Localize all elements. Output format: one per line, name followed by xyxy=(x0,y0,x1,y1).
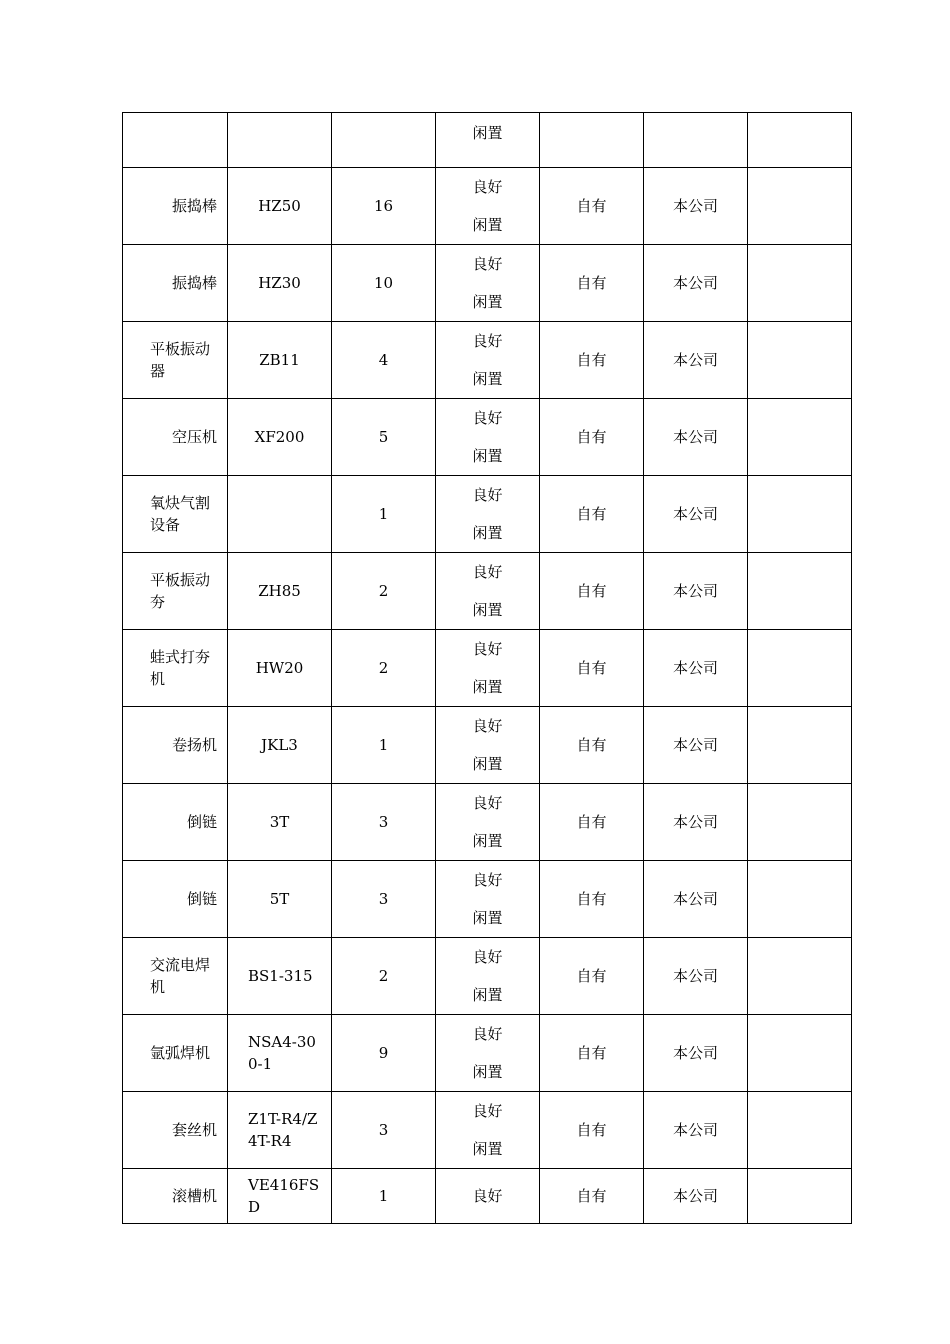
status-text: 良好 xyxy=(472,486,503,504)
ownership-text: 自有 xyxy=(576,1187,607,1205)
status-text: 闲置 xyxy=(472,293,503,311)
status-text: 闲置 xyxy=(472,124,503,142)
cell-owner xyxy=(644,707,748,784)
table-row xyxy=(123,553,852,630)
cell-remark xyxy=(748,1092,852,1169)
cell-qty xyxy=(332,553,436,630)
equipment-qty: 1 xyxy=(378,736,389,754)
cell-name xyxy=(123,168,228,245)
owner-text: 本公司 xyxy=(672,813,718,831)
equipment-qty: 5 xyxy=(378,428,389,446)
status-text: 闲置 xyxy=(472,524,503,542)
equipment-model: ZB11 xyxy=(259,351,300,369)
cell-remark xyxy=(748,707,852,784)
cell-remark xyxy=(748,476,852,553)
ownership-text: 自有 xyxy=(576,197,607,215)
cell-model xyxy=(228,784,332,861)
cell-ownership xyxy=(540,938,644,1015)
ownership-text: 自有 xyxy=(576,505,607,523)
cell-model xyxy=(228,707,332,784)
owner-text: 本公司 xyxy=(672,736,718,754)
cell-model xyxy=(228,861,332,938)
equipment-name: 氩弧焊机 xyxy=(150,1044,211,1062)
cell-name xyxy=(123,322,228,399)
cell-qty xyxy=(332,630,436,707)
cell-remark xyxy=(748,784,852,861)
equipment-model: BS1-315 xyxy=(248,967,313,985)
status-text: 闲置 xyxy=(472,601,503,619)
cell-model xyxy=(228,1092,332,1169)
cell-owner xyxy=(644,113,748,168)
equipment-table-body xyxy=(123,113,852,1224)
cell-model xyxy=(228,168,332,245)
table-row xyxy=(123,1092,852,1169)
equipment-name: 蛙式打夯机 xyxy=(150,648,211,688)
cell-remark xyxy=(748,1169,852,1224)
cell-name xyxy=(123,938,228,1015)
cell-model xyxy=(228,399,332,476)
equipment-name: 倒链 xyxy=(186,813,217,831)
cell-name xyxy=(123,553,228,630)
equipment-qty: 3 xyxy=(378,890,389,908)
ownership-text: 自有 xyxy=(576,582,607,600)
status-text: 良好 xyxy=(472,1187,503,1205)
status-text: 闲置 xyxy=(472,909,503,927)
cell-ownership xyxy=(540,245,644,322)
equipment-qty: 2 xyxy=(378,967,389,985)
cell-model xyxy=(228,938,332,1015)
cell-owner xyxy=(644,1092,748,1169)
cell-status xyxy=(436,707,540,784)
cell-name xyxy=(123,245,228,322)
equipment-name: 氧炔气割设备 xyxy=(150,494,211,534)
cell-status xyxy=(436,476,540,553)
cell-ownership xyxy=(540,861,644,938)
owner-text: 本公司 xyxy=(672,197,718,215)
equipment-qty: 2 xyxy=(378,659,389,677)
cell-owner xyxy=(644,476,748,553)
equipment-name: 振捣棒 xyxy=(171,274,217,292)
cell-owner xyxy=(644,630,748,707)
table-row xyxy=(123,113,852,168)
cell-model xyxy=(228,1169,332,1224)
cell-status xyxy=(436,1169,540,1224)
status-text: 良好 xyxy=(472,1102,503,1120)
equipment-model: Z1T-R4/Z4T-R4 xyxy=(248,1110,318,1150)
cell-status xyxy=(436,553,540,630)
table-row xyxy=(123,476,852,553)
cell-model xyxy=(228,245,332,322)
table-row xyxy=(123,630,852,707)
cell-qty xyxy=(332,938,436,1015)
equipment-model: ZH85 xyxy=(258,582,301,600)
cell-status xyxy=(436,630,540,707)
equipment-name: 卷扬机 xyxy=(171,736,217,754)
cell-model xyxy=(228,1015,332,1092)
table-row xyxy=(123,707,852,784)
equipment-name: 滚槽机 xyxy=(171,1187,217,1205)
status-text: 良好 xyxy=(472,948,503,966)
ownership-text: 自有 xyxy=(576,890,607,908)
status-text: 闲置 xyxy=(472,1140,503,1158)
cell-ownership xyxy=(540,784,644,861)
owner-text: 本公司 xyxy=(672,428,718,446)
ownership-text: 自有 xyxy=(576,659,607,677)
status-text: 闲置 xyxy=(472,678,503,696)
status-text: 闲置 xyxy=(472,755,503,773)
cell-qty xyxy=(332,707,436,784)
equipment-qty: 2 xyxy=(378,582,389,600)
cell-owner xyxy=(644,399,748,476)
owner-text: 本公司 xyxy=(672,890,718,908)
cell-status xyxy=(436,399,540,476)
cell-name xyxy=(123,707,228,784)
ownership-text: 自有 xyxy=(576,1121,607,1139)
equipment-table xyxy=(122,112,852,1224)
equipment-qty: 3 xyxy=(378,813,389,831)
equipment-qty: 9 xyxy=(378,1044,389,1062)
cell-qty xyxy=(332,168,436,245)
table-row xyxy=(123,168,852,245)
cell-owner xyxy=(644,322,748,399)
table-row xyxy=(123,938,852,1015)
cell-status xyxy=(436,1015,540,1092)
cell-owner xyxy=(644,1169,748,1224)
cell-remark xyxy=(748,1015,852,1092)
equipment-model: HZ30 xyxy=(258,274,301,292)
equipment-qty: 1 xyxy=(378,1187,389,1205)
cell-status xyxy=(436,245,540,322)
status-text: 良好 xyxy=(472,563,503,581)
equipment-name: 套丝机 xyxy=(171,1121,217,1139)
equipment-name: 空压机 xyxy=(171,428,217,446)
cell-ownership xyxy=(540,1092,644,1169)
ownership-text: 自有 xyxy=(576,813,607,831)
cell-ownership xyxy=(540,168,644,245)
ownership-text: 自有 xyxy=(576,967,607,985)
owner-text: 本公司 xyxy=(672,1187,718,1205)
status-text: 良好 xyxy=(472,640,503,658)
cell-ownership xyxy=(540,707,644,784)
status-text: 闲置 xyxy=(472,832,503,850)
owner-text: 本公司 xyxy=(672,659,718,677)
cell-qty xyxy=(332,113,436,168)
owner-text: 本公司 xyxy=(672,505,718,523)
equipment-name: 交流电焊机 xyxy=(150,956,211,996)
ownership-text: 自有 xyxy=(576,351,607,369)
cell-remark xyxy=(748,245,852,322)
status-text: 闲置 xyxy=(472,370,503,388)
cell-model xyxy=(228,113,332,168)
cell-name xyxy=(123,1015,228,1092)
equipment-qty: 10 xyxy=(373,274,394,292)
equipment-qty: 1 xyxy=(378,505,389,523)
cell-name xyxy=(123,630,228,707)
cell-qty xyxy=(332,322,436,399)
ownership-text: 自有 xyxy=(576,1044,607,1062)
cell-owner xyxy=(644,861,748,938)
cell-status xyxy=(436,861,540,938)
table-row xyxy=(123,322,852,399)
equipment-name: 振捣棒 xyxy=(171,197,217,215)
cell-remark xyxy=(748,861,852,938)
owner-text: 本公司 xyxy=(672,274,718,292)
ownership-text: 自有 xyxy=(576,428,607,446)
status-text: 闲置 xyxy=(472,986,503,1004)
equipment-model: 3T xyxy=(269,813,290,831)
cell-qty xyxy=(332,861,436,938)
cell-owner xyxy=(644,784,748,861)
equipment-name: 平板振动器 xyxy=(150,340,211,380)
owner-text: 本公司 xyxy=(672,351,718,369)
cell-owner xyxy=(644,553,748,630)
cell-name xyxy=(123,784,228,861)
cell-qty xyxy=(332,1169,436,1224)
cell-remark xyxy=(748,553,852,630)
ownership-text: 自有 xyxy=(576,736,607,754)
cell-owner xyxy=(644,245,748,322)
cell-name xyxy=(123,399,228,476)
cell-qty xyxy=(332,245,436,322)
owner-text: 本公司 xyxy=(672,582,718,600)
cell-qty xyxy=(332,399,436,476)
cell-owner xyxy=(644,1015,748,1092)
equipment-name: 倒链 xyxy=(186,890,217,908)
owner-text: 本公司 xyxy=(672,967,718,985)
cell-name xyxy=(123,1169,228,1224)
cell-ownership xyxy=(540,630,644,707)
status-text: 良好 xyxy=(472,332,503,350)
cell-remark xyxy=(748,322,852,399)
owner-text: 本公司 xyxy=(672,1121,718,1139)
ownership-text: 自有 xyxy=(576,274,607,292)
owner-text: 本公司 xyxy=(672,1044,718,1062)
cell-ownership xyxy=(540,553,644,630)
cell-status xyxy=(436,168,540,245)
table-row xyxy=(123,784,852,861)
cell-name xyxy=(123,476,228,553)
table-row xyxy=(123,399,852,476)
cell-remark xyxy=(748,630,852,707)
equipment-qty: 16 xyxy=(373,197,394,215)
equipment-model: XF200 xyxy=(254,428,305,446)
cell-status xyxy=(436,784,540,861)
cell-remark xyxy=(748,168,852,245)
status-text: 良好 xyxy=(472,1025,503,1043)
equipment-model: NSA4-300-1 xyxy=(248,1033,316,1073)
cell-owner xyxy=(644,938,748,1015)
status-text: 良好 xyxy=(472,255,503,273)
equipment-qty: 4 xyxy=(378,351,389,369)
status-text: 良好 xyxy=(472,178,503,196)
table-row xyxy=(123,245,852,322)
cell-ownership xyxy=(540,113,644,168)
cell-qty xyxy=(332,476,436,553)
status-text: 闲置 xyxy=(472,1063,503,1081)
cell-remark xyxy=(748,113,852,168)
cell-remark xyxy=(748,938,852,1015)
table-row xyxy=(123,1169,852,1224)
status-text: 闲置 xyxy=(472,447,503,465)
cell-name xyxy=(123,113,228,168)
status-text: 良好 xyxy=(472,717,503,735)
cell-status xyxy=(436,322,540,399)
equipment-model: JKL3 xyxy=(261,736,298,754)
cell-owner xyxy=(644,168,748,245)
cell-model xyxy=(228,476,332,553)
cell-ownership xyxy=(540,1015,644,1092)
cell-remark xyxy=(748,399,852,476)
cell-model xyxy=(228,630,332,707)
cell-ownership xyxy=(540,476,644,553)
status-text: 闲置 xyxy=(472,216,503,234)
cell-qty xyxy=(332,784,436,861)
cell-status xyxy=(436,113,540,168)
cell-model xyxy=(228,553,332,630)
equipment-model: HW20 xyxy=(255,659,304,677)
status-text: 良好 xyxy=(472,794,503,812)
equipment-model: VE416FSD xyxy=(248,1176,320,1216)
status-text: 良好 xyxy=(472,409,503,427)
table-row xyxy=(123,861,852,938)
cell-ownership xyxy=(540,399,644,476)
cell-name xyxy=(123,1092,228,1169)
equipment-name: 平板振动夯 xyxy=(150,571,211,611)
cell-model xyxy=(228,322,332,399)
cell-qty xyxy=(332,1092,436,1169)
table-row xyxy=(123,1015,852,1092)
cell-qty xyxy=(332,1015,436,1092)
cell-status xyxy=(436,938,540,1015)
cell-name xyxy=(123,861,228,938)
equipment-model: 5T xyxy=(269,890,290,908)
cell-ownership xyxy=(540,1169,644,1224)
equipment-qty: 3 xyxy=(378,1121,389,1139)
cell-status xyxy=(436,1092,540,1169)
equipment-model: HZ50 xyxy=(258,197,301,215)
status-text: 良好 xyxy=(472,871,503,889)
cell-ownership xyxy=(540,322,644,399)
